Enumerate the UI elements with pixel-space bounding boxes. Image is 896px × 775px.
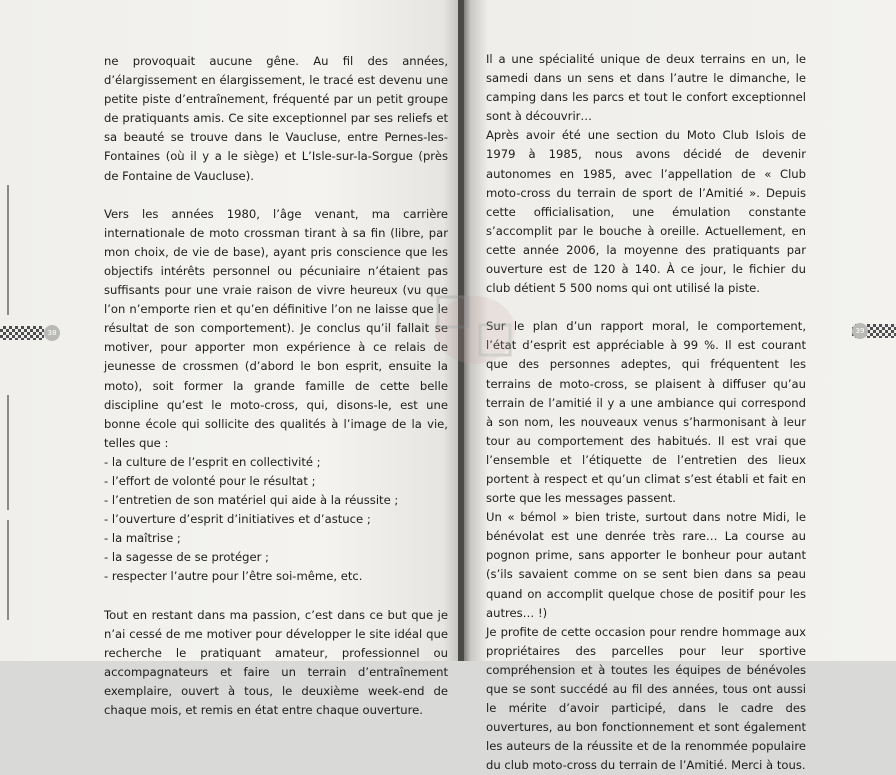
- margin-rule: [7, 185, 9, 315]
- paragraph: Sur le plan d’un rapport moral, le comportement, l’état d’esprit est appréciable à 99 %. Il est courant que des personnes adeptes, qui fréquentent les terrains de moto-cross, se plaisent à diffuser qu’au terrain de l’amitié il y a une ambiance qui correspond à son nom, les nouveaux venus s’harmonisant à leur tour au comportement des habitués. Il est vrai que l’ensemble et l’étiquette de l’entretien des lieux portent à respect et qu’un climat s’est établi et fait en sorte que les messages passent.: [486, 319, 806, 506]
- checkered-flag-icon: [0, 326, 44, 340]
- list-item: - l’ouverture d’esprit d’initiatives et d’astuce ;: [104, 512, 371, 527]
- paragraph: Tout en restant dans ma passion, c’est dans ce but que je n’ai cessé de me motiver pour développer le site idéal que recherche le pratiquant amateur, professionnel ou accompagnateurs et faire un terrain d’entraînement exemplaire, ouvert à tous, le deuxième week-end de chaque mois, et remis en état entre chaque ouverture.: [104, 607, 448, 717]
- page-number: 38: [44, 325, 60, 341]
- left-page-body: [104, 52, 448, 720]
- list-item: - l’effort de volonté pour le résultat ;: [104, 473, 316, 488]
- paragraph: Je profite de cette occasion pour rendre hommage aux propriétaires des parcelles pour leur sportive compréhension et à toutes les équipes de bénévoles que se sont succédé au fil des années, tous ont aussi le mérite d’avoir participé, dans le cadre des ouvertures, au bon fonctionnement et sont également les auteurs de la réussite et de la renommée populaire du club moto-cross du terrain de l’Amitié. Merci à tous.: [486, 624, 806, 773]
- margin-rule: [7, 520, 9, 620]
- qualities-list: [104, 453, 448, 587]
- list-item: - la sagesse de se protéger ;: [104, 550, 269, 565]
- paragraph: Un « bémol » bien triste, surtout dans notre Midi, le bénévolat est une denrée très rare… La course au pognon prime, sans apporter le bonheur pour autant (s’ils savaient comme on se sent bien dans sa peau quand on accomplit quelque chose de positif pour les autres… !): [486, 510, 806, 620]
- page-number: 39: [852, 323, 868, 339]
- paragraph: Vers les années 1980, l’âge venant, ma carrière internationale de moto crossman tirant à sa fin (libre, par mon choix, de vie de base), ayant pris conscience que les objectifs intérêts personnel ou pécuniaire n’étaient pas suffisants pour une vraie raison de vivre heureux (vu que l’on n’emporte rien et qu’en définitive l’on ne laisse que le résultat de son comportement). Je conclus qu’il fallait se motiver, pour apporter mon expérience à ce relais de jeunesse de crossmen (d’abord le bon esprit, ensuite la moto), soit former la grande famille de cette belle discipline qu’est le moto-cross, qui, disons-le, est une bonne école qui sollicite des qualités à l’image de la vie, telles que :: [104, 206, 448, 450]
- list-item: - la culture de l’esprit en collectivité ;: [104, 454, 321, 469]
- paragraph: ne provoquait aucune gêne. Au fil des années, d’élargissement en élargissement, le tracé est devenu une petite piste d’entraînement, fréquenté par un petit groupe de pratiquants amis. Ce site exceptionnel par ses reliefs et sa beauté se trouve dans le Vaucluse, entre Pernes-les-Fontaines (où il y a le siège) et L’Isle-sur-la-Sorgue (près de Fontaine de Vaucluse).: [104, 54, 448, 183]
- right-page-body: [486, 50, 806, 775]
- list-item: - l’entretien de son matériel qui aide à la réussite ;: [104, 493, 399, 508]
- paragraph: Il a une spécialité unique de deux terrains en un, le samedi dans un sens et dans l’autre le dimanche, le camping dans les parcs et tout le confort exceptionnel sont à découvrir…: [486, 52, 806, 124]
- paragraph: Après avoir été une section du Moto Club Islois de 1979 à 1985, nous avons décidé de devenir autonomes en 1985, avec l’appellation de « Club moto-cross du terrain de sport de l’Amitié ». Depuis cette officialisation, une émulation constante s’accomplit par le bouche à oreille. Actuellement, en cette année 2006, la moyenne des pratiquants par ouverture est de 120 à 140. À ce jour, le fichier du club détient 5 500 noms qui ont utilisé la piste.: [486, 128, 806, 296]
- left-page: [0, 0, 462, 717]
- margin-rule: [7, 395, 9, 510]
- list-item: - la maîtrise ;: [104, 531, 181, 546]
- list-item: - respecter l’autre pour l’être soi-même, etc.: [104, 569, 363, 584]
- watermark-logo-icon: [420, 285, 530, 375]
